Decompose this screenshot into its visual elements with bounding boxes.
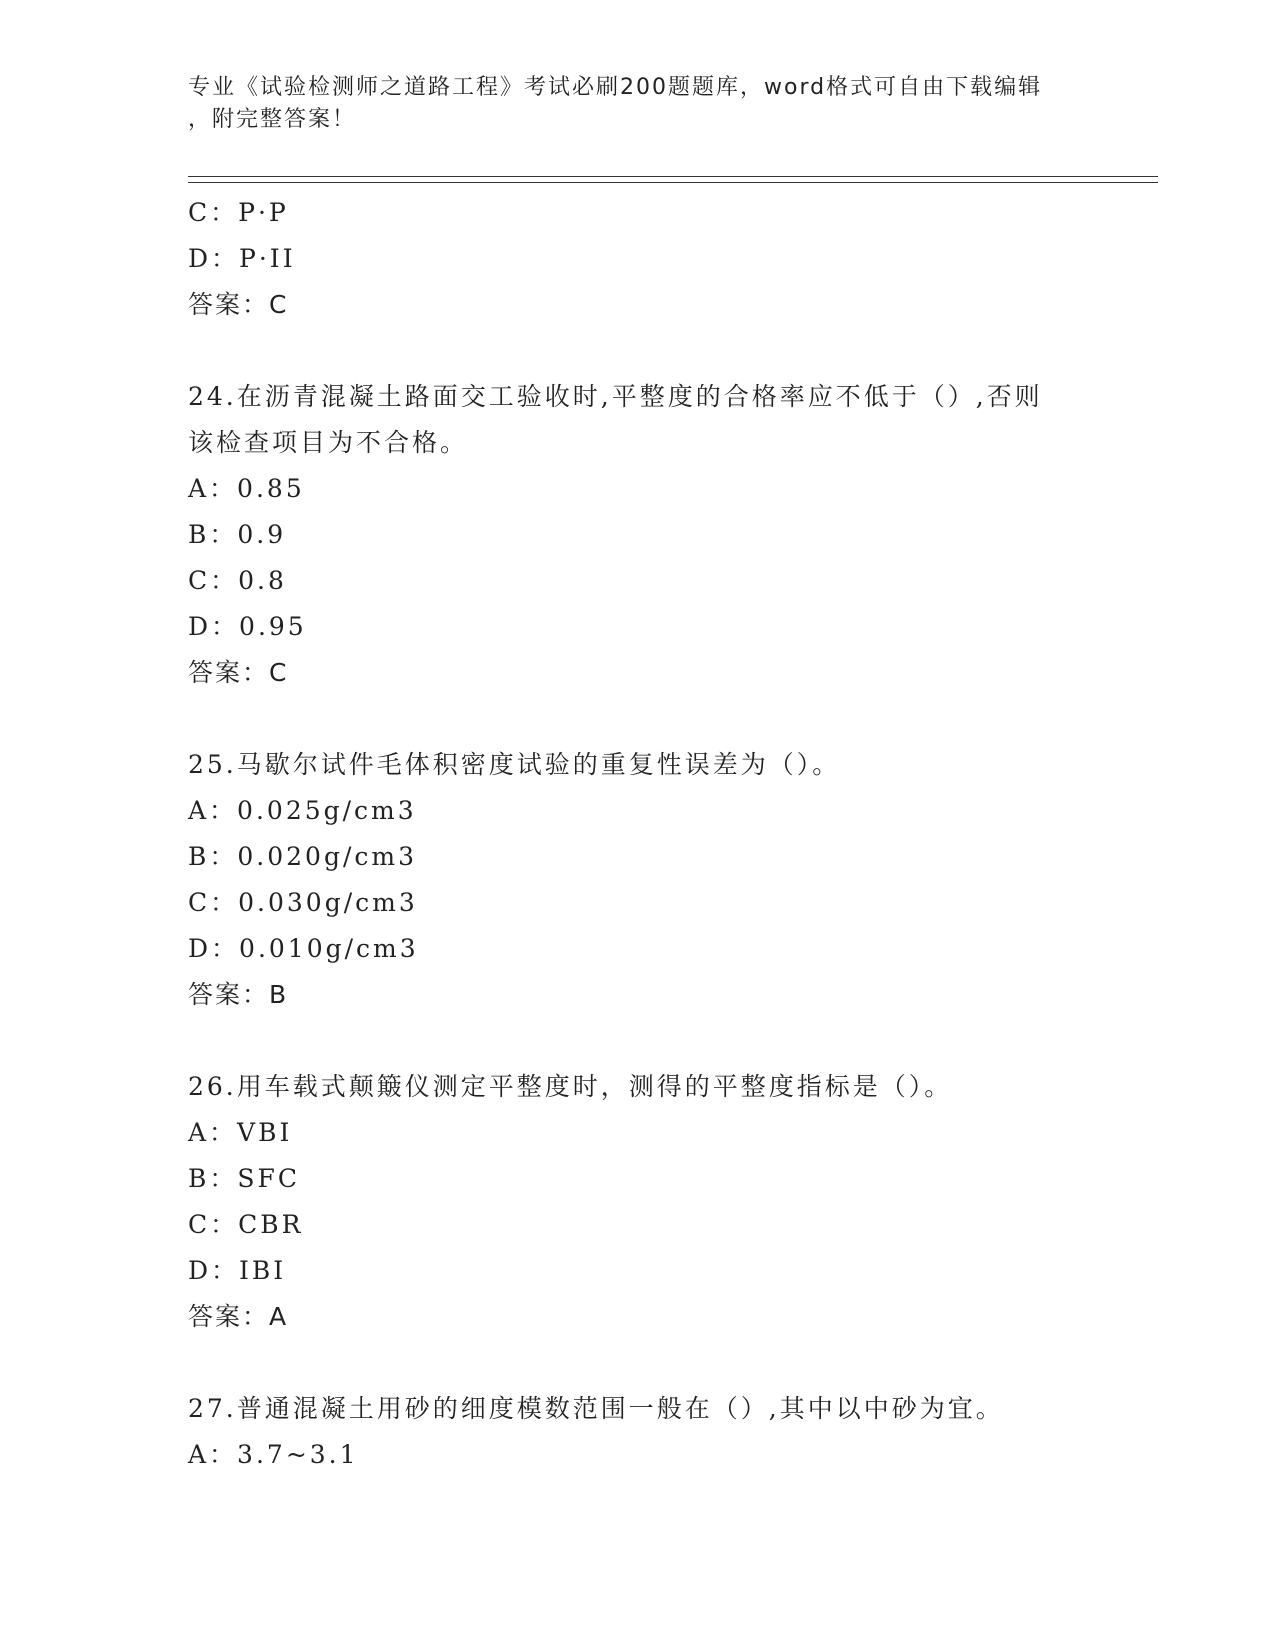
spacer — [188, 696, 1148, 742]
question-content — [188, 190, 1148, 1478]
document-header — [188, 72, 1088, 136]
header-divider-top — [188, 176, 1158, 177]
option-a: A：0.85 — [188, 474, 305, 503]
previous-question-tail — [188, 190, 1148, 328]
answer-line: 答案：B — [188, 980, 289, 1009]
option-d: D：P·II — [188, 244, 296, 273]
question-text-line: 25.马歇尔试件毛体积密度试验的重复性误差为（）。 — [188, 750, 841, 779]
option-c: C：0.030g/cm3 — [188, 888, 418, 917]
option-c: C：0.8 — [188, 566, 287, 595]
option-c: C：P·P — [188, 198, 289, 227]
answer-line: 答案：A — [188, 1302, 289, 1331]
header-title-line-2: ，附完整答案！ — [188, 107, 357, 132]
header-title-line-1: 专业《试验检测师之道路工程》考试必刷200题题库，word格式可自由下载编辑 — [188, 75, 1043, 100]
question-text-line: 24.在沥青混凝土路面交工验收时,平整度的合格率应不低于（）,否则 — [188, 382, 1043, 411]
question-24 — [188, 374, 1148, 696]
option-b: B：SFC — [188, 1164, 300, 1193]
answer-line: 答案：C — [188, 290, 289, 319]
header-divider-bottom — [188, 182, 1158, 183]
answer-line: 答案：C — [188, 658, 289, 687]
question-text-line: 该检查项目为不合格。 — [188, 428, 469, 457]
question-text-line: 26.用车载式颠簸仪测定平整度时，测得的平整度指标是（）。 — [188, 1072, 953, 1101]
option-a: A：0.025g/cm3 — [188, 796, 417, 825]
option-a: A：3.7~3.1 — [188, 1440, 359, 1469]
question-26 — [188, 1064, 1148, 1340]
option-d: D：0.95 — [188, 612, 307, 641]
spacer — [188, 1340, 1148, 1386]
option-d: D：IBI — [188, 1256, 287, 1285]
option-b: B：0.9 — [188, 520, 287, 549]
question-25 — [188, 742, 1148, 1018]
question-text-line: 27.普通混凝土用砂的细度模数范围一般在（）,其中以中砂为宜。 — [188, 1394, 1004, 1423]
option-a: A：VBI — [188, 1118, 293, 1147]
spacer — [188, 1018, 1148, 1064]
spacer — [188, 328, 1148, 374]
option-b: B：0.020g/cm3 — [188, 842, 417, 871]
question-27 — [188, 1386, 1148, 1478]
option-c: C：CBR — [188, 1210, 304, 1239]
option-d: D：0.010g/cm3 — [188, 934, 419, 963]
